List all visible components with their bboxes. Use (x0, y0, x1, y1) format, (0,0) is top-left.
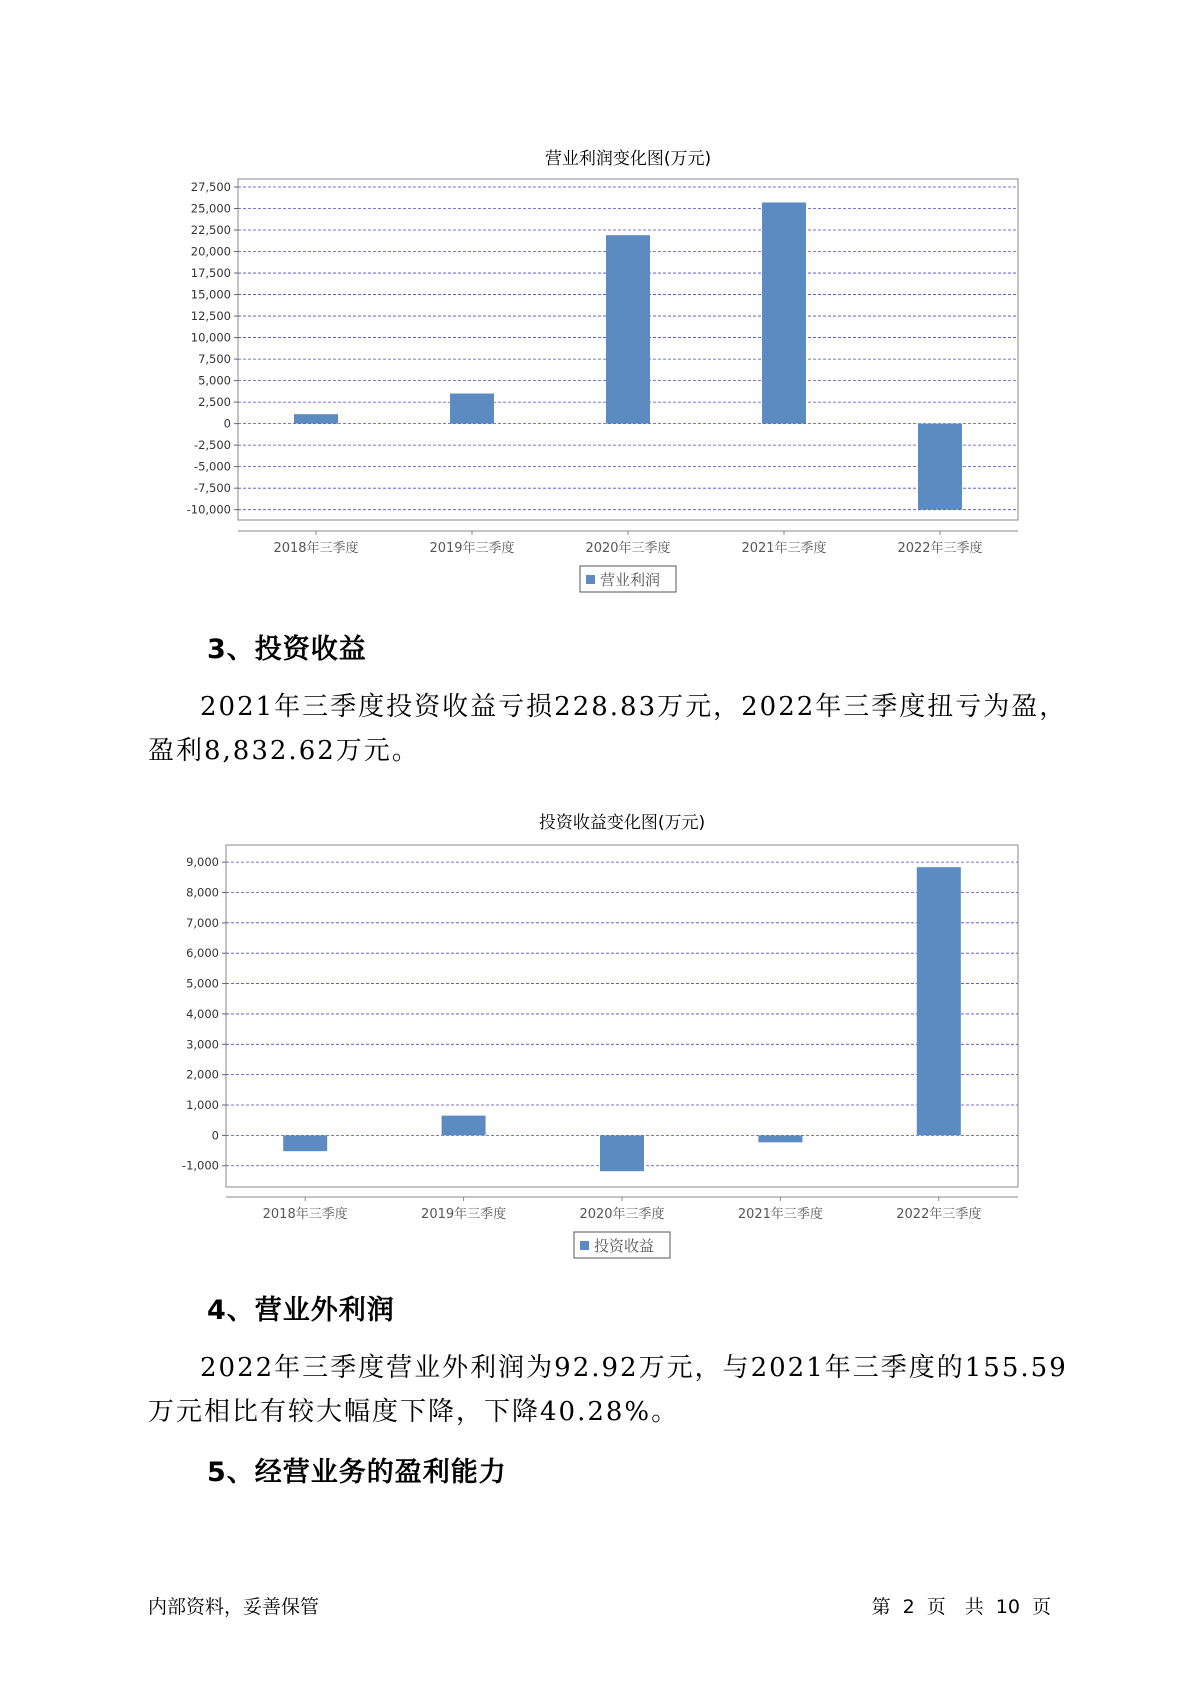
x-tick-label: 2021年三季度 (737, 1207, 823, 1222)
x-tick-label: 2020年三季度 (579, 1207, 665, 1222)
y-tick-label: 5,000 (186, 976, 219, 991)
legend-label: 投资收益 (594, 1237, 655, 1255)
bar-investment-income-2 (442, 1116, 486, 1136)
bar-operating-profit-3 (606, 235, 650, 423)
x-tick-label: 2018年三季度 (273, 541, 359, 556)
y-tick-label: 12,500 (190, 309, 231, 324)
y-tick-label: 7,500 (198, 352, 231, 367)
y-tick-label: -5,000 (193, 459, 231, 474)
section-heading-investment-income: 3、投资收益 (207, 634, 367, 665)
y-tick-label: 8,000 (186, 885, 219, 900)
legend-swatch (580, 1241, 589, 1250)
bar-operating-profit-5 (918, 424, 962, 510)
y-tick-label: 4,000 (186, 1006, 219, 1021)
legend-swatch (586, 575, 595, 584)
y-tick-label: 2,500 (198, 395, 231, 410)
chart-title: 投资收益变化图(万元) (538, 813, 706, 833)
y-tick-label: -10,000 (186, 502, 231, 517)
operating-profit-chart-svg (0, 140, 1191, 600)
y-tick-label: 7,000 (186, 915, 219, 930)
y-tick-label: 17,500 (190, 266, 231, 281)
non-operating-profit-paragraph: 2022年三季度营业外利润为92.92万元，与2021年三季度的155.59万元相比有较大幅度下降，下降40.28%。 (148, 1353, 1068, 1427)
y-tick-label: 22,500 (190, 223, 231, 238)
y-tick-label: -7,500 (193, 481, 231, 496)
footer-confidential-note: 内部资料，妥善保管 (148, 1596, 320, 1618)
section-heading-core-profitability: 5、经营业务的盈利能力 (207, 1457, 507, 1488)
bar-investment-income-4 (758, 1135, 802, 1142)
investment-income-chart-svg (0, 800, 1191, 1260)
y-tick-label: -1,000 (181, 1158, 219, 1173)
x-tick-label: 2018年三季度 (262, 1207, 348, 1222)
bar-investment-income-5 (917, 867, 961, 1135)
x-tick-label: 2021年三季度 (741, 541, 827, 556)
x-tick-label: 2022年三季度 (897, 541, 983, 556)
investment-income-chart (0, 800, 1191, 1260)
y-tick-label: 10,000 (190, 330, 231, 345)
y-tick-label: 15,000 (190, 287, 231, 302)
y-tick-label: 2,000 (186, 1067, 219, 1082)
x-tick-label: 2022年三季度 (896, 1207, 982, 1222)
x-tick-label: 2019年三季度 (429, 541, 515, 556)
y-tick-label: 27,500 (190, 180, 231, 194)
y-tick-label: 5,000 (198, 373, 231, 388)
operating-profit-chart (0, 140, 1191, 600)
y-tick-label: 25,000 (190, 201, 231, 216)
y-tick-label: 20,000 (190, 244, 231, 259)
footer-page-number: 第 2 页 共 10 页 (871, 1596, 1051, 1618)
y-tick-label: 0 (223, 416, 231, 431)
section-heading-non-operating-profit: 4、营业外利润 (207, 1295, 395, 1326)
legend-label: 营业利润 (600, 571, 661, 589)
y-tick-label: 3,000 (186, 1037, 219, 1052)
investment-income-paragraph: 2021年三季度投资收益亏损228.83万元，2022年三季度扭亏为盈，盈利8,832.62万元。 (148, 692, 1068, 766)
bar-operating-profit-2 (450, 394, 494, 424)
y-tick-label: 9,000 (186, 855, 219, 870)
bar-operating-profit-4 (762, 202, 806, 423)
chart-title: 营业利润变化图(万元) (544, 149, 712, 169)
bar-operating-profit-1 (294, 414, 338, 423)
y-tick-label: -2,500 (193, 438, 231, 453)
bar-investment-income-1 (283, 1135, 327, 1151)
x-tick-label: 2019年三季度 (421, 1207, 507, 1222)
x-tick-label: 2020年三季度 (585, 541, 671, 556)
bar-investment-income-3 (600, 1135, 644, 1171)
y-tick-label: 6,000 (186, 946, 219, 961)
y-tick-label: 0 (211, 1128, 219, 1143)
y-tick-label: 1,000 (186, 1098, 219, 1113)
